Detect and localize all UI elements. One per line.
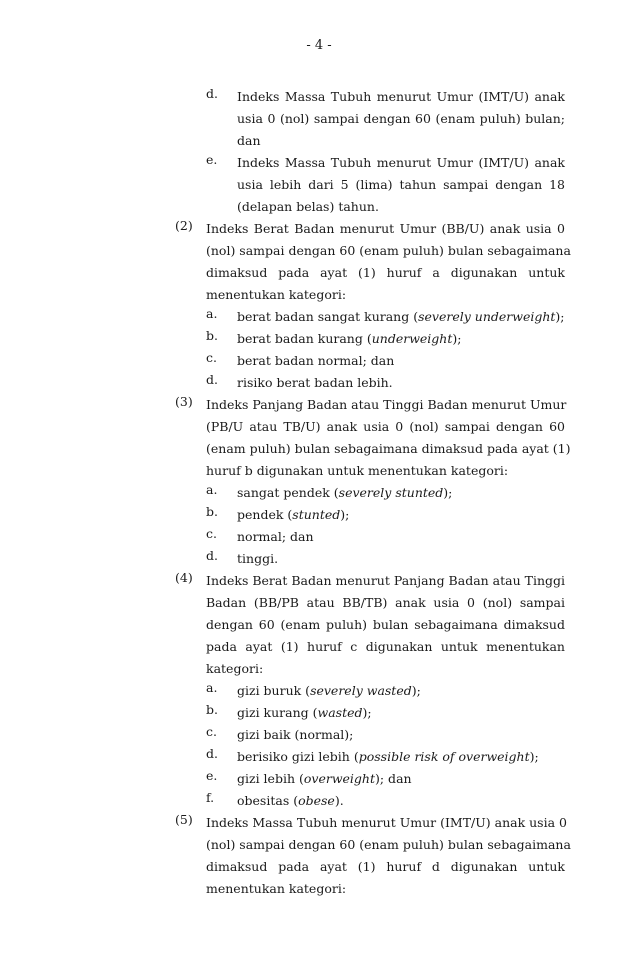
text-line (175, 482, 565, 504)
line-text: dan (237, 133, 261, 148)
list-marker: c. (206, 526, 217, 541)
paragraph-number: (5) (175, 812, 193, 827)
list-item (175, 86, 565, 152)
text-line (175, 614, 565, 636)
line-text: usia lebih dari 5 (lima) tahun sampai dengan 18 (237, 177, 565, 192)
line-text: (PB/U atau TB/U) anak usia 0 (nol) sampai dengan 60 (206, 419, 565, 434)
line-text: (enam puluh) bulan sebagaimana dimaksud pada ayat (1) (206, 441, 571, 456)
text-line (175, 812, 565, 834)
text-segment: ); dan (375, 771, 412, 786)
line-text: Indeks Berat Badan menurut Panjang Badan atau Tinggi (206, 573, 566, 588)
italic-term: stunted (292, 507, 341, 522)
line-text: kategori: (206, 661, 264, 676)
line-text (175, 702, 565, 724)
list-marker: f. (206, 790, 215, 805)
text-line (175, 702, 565, 724)
paragraph-item (175, 394, 571, 482)
text-segment: ); (411, 683, 421, 698)
text-line (175, 152, 565, 174)
line-text: huruf b digunakan untuk menentukan kategori: (206, 463, 509, 478)
text-line (175, 570, 565, 592)
line-text (175, 790, 565, 812)
text-line (175, 240, 571, 262)
list-item (175, 372, 565, 394)
italic-term: severely stunted (338, 485, 444, 500)
list-item (175, 482, 565, 504)
text-line (175, 328, 565, 350)
text-line (175, 790, 565, 812)
text-segment: berat badan sangat kurang ( (237, 309, 419, 324)
paragraph-number: (3) (175, 394, 193, 409)
line-text (175, 306, 565, 328)
list-marker: d. (206, 548, 218, 563)
list-item (175, 526, 565, 548)
page-number: - 4 - (306, 38, 332, 53)
text-line (175, 306, 565, 328)
italic-term: overweight (303, 771, 375, 786)
text-segment: ); (555, 309, 565, 324)
text-line (175, 416, 565, 438)
line-text: usia 0 (nol) sampai dengan 60 (enam puluh) bulan; (237, 111, 565, 126)
list-marker: b. (206, 328, 218, 343)
line-text (175, 482, 565, 504)
list-item (175, 746, 565, 768)
text-line (175, 724, 565, 746)
list-item (175, 350, 565, 372)
text-segment: obesitas ( (237, 793, 299, 808)
text-line (175, 636, 565, 658)
text-segment: berisiko gizi lebih ( (237, 749, 359, 764)
italic-term: wasted (317, 705, 363, 720)
list-marker: a. (206, 680, 218, 695)
text-segment: ); (362, 705, 372, 720)
text-line (175, 372, 565, 394)
text-line (175, 438, 571, 460)
list-marker: c. (206, 350, 217, 365)
text-line (175, 592, 565, 614)
text-line (175, 856, 565, 878)
line-text: dimaksud pada ayat (1) huruf a digunakan untuk (206, 265, 565, 280)
list-marker: e. (206, 152, 218, 167)
text-line (175, 746, 565, 768)
list-marker: d. (206, 372, 218, 387)
line-text: menentukan kategori: (206, 287, 347, 302)
paragraph-number: (4) (175, 570, 193, 585)
text-line (175, 284, 565, 306)
text-line (175, 460, 565, 482)
line-text: dimaksud pada ayat (1) huruf d digunakan untuk (206, 859, 565, 874)
paragraph-item (175, 570, 565, 680)
text-line (175, 658, 565, 680)
italic-term: obese (298, 793, 335, 808)
document-body (175, 86, 571, 900)
line-text: Indeks Massa Tubuh menurut Umur (IMT/U) anak (237, 155, 565, 170)
italic-term: severely underweight (418, 309, 556, 324)
text-line (175, 548, 565, 570)
line-text: pada ayat (1) huruf c digunakan untuk menentukan (206, 639, 565, 654)
line-text (175, 680, 565, 702)
list-item (175, 328, 565, 350)
text-segment: gizi buruk ( (237, 683, 311, 698)
line-text (175, 504, 565, 526)
text-segment: gizi kurang ( (237, 705, 318, 720)
text-line (175, 526, 565, 548)
text-segment: ); (452, 331, 462, 346)
text-segment: ); (529, 749, 539, 764)
list-item (175, 306, 565, 328)
line-text: Indeks Massa Tubuh menurut Umur (IMT/U) anak usia 0 (206, 815, 567, 830)
line-text: tinggi. (237, 551, 279, 566)
list-marker: b. (206, 702, 218, 717)
line-text: Indeks Berat Badan menurut Umur (BB/U) anak usia 0 (206, 221, 565, 236)
line-text (175, 746, 565, 768)
text-line (175, 108, 565, 130)
text-line (175, 350, 565, 372)
list-item (175, 724, 565, 746)
text-segment: ); (340, 507, 350, 522)
line-text: Badan (BB/PB atau BB/TB) anak usia 0 (nol) sampai (206, 595, 565, 610)
text-line (175, 218, 565, 240)
text-line (175, 834, 571, 856)
italic-term: possible risk of overweight (358, 749, 530, 764)
list-marker: a. (206, 482, 218, 497)
list-item (175, 680, 565, 702)
line-text: Indeks Massa Tubuh menurut Umur (IMT/U) anak (237, 89, 565, 104)
text-segment: sangat pendek ( (237, 485, 339, 500)
list-marker: a. (206, 306, 218, 321)
text-line (175, 878, 565, 900)
text-line (175, 262, 565, 284)
italic-term: underweight (371, 331, 453, 346)
line-text: (nol) sampai dengan 60 (enam puluh) bulan sebagaimana (206, 837, 571, 852)
paragraph-number: (2) (175, 218, 193, 233)
italic-term: severely wasted (310, 683, 412, 698)
line-text: normal; dan (237, 529, 314, 544)
line-text: dengan 60 (enam puluh) bulan sebagaimana dimaksud (206, 617, 565, 632)
list-item (175, 504, 565, 526)
text-line (175, 768, 565, 790)
line-text: (delapan belas) tahun. (237, 199, 379, 214)
line-text: Indeks Panjang Badan atau Tinggi Badan menurut Umur (206, 397, 567, 412)
text-line (175, 680, 565, 702)
text-line (175, 130, 565, 152)
text-line (175, 196, 565, 218)
list-item (175, 790, 565, 812)
text-line (175, 174, 565, 196)
list-marker: e. (206, 768, 218, 783)
paragraph-item (175, 218, 571, 306)
line-text: (nol) sampai dengan 60 (enam puluh) bulan sebagaimana (206, 243, 571, 258)
list-item (175, 768, 565, 790)
list-marker: d. (206, 86, 218, 101)
list-item (175, 702, 565, 724)
list-marker: b. (206, 504, 218, 519)
text-line (175, 86, 565, 108)
list-item (175, 548, 565, 570)
text-segment: pendek ( (237, 507, 293, 522)
list-marker: d. (206, 746, 218, 761)
line-text (175, 768, 565, 790)
text-line (175, 504, 565, 526)
line-text: gizi baik (normal); (237, 727, 354, 742)
line-text: risiko berat badan lebih. (237, 375, 393, 390)
list-item (175, 152, 565, 218)
list-marker: c. (206, 724, 217, 739)
text-segment: berat badan kurang ( (237, 331, 372, 346)
line-text: berat badan normal; dan (237, 353, 395, 368)
text-line (175, 394, 565, 416)
text-segment: gizi lebih ( (237, 771, 304, 786)
paragraph-item (175, 812, 571, 900)
text-segment: ); (443, 485, 453, 500)
line-text: menentukan kategori: (206, 881, 347, 896)
text-segment: ). (334, 793, 344, 808)
line-text (175, 328, 565, 350)
